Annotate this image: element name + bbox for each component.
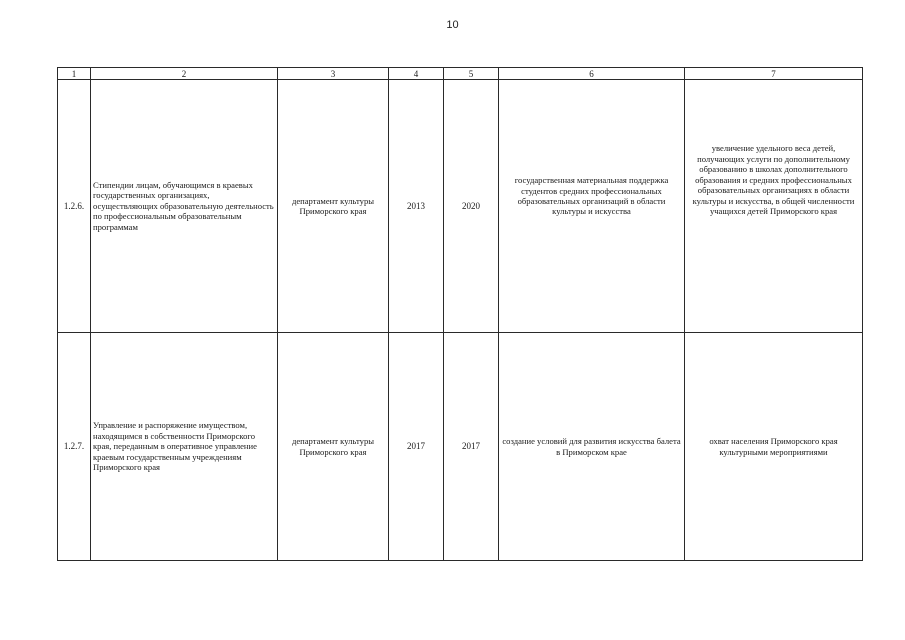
activity-name [91, 80, 278, 333]
column-header-1: 1 [58, 68, 91, 80]
program-activities-table [57, 67, 863, 561]
row-number: 1.2.7. [58, 333, 91, 561]
end-year: 2020 [444, 80, 499, 333]
indicator [685, 333, 863, 561]
column-header-4: 4 [389, 68, 444, 80]
start-year: 2013 [389, 80, 444, 333]
expected-result [499, 80, 685, 333]
activity-name-text: Управление и распоряжение имуществом, находящимся в собственности Приморского края, переданным в оперативное управление краевым государственным учреждениям Приморского края [93, 420, 257, 473]
indicator-text: охват населения Приморского края культурными мероприятиями [709, 436, 838, 457]
page-number: 10 [446, 19, 459, 31]
row-number: 1.2.6. [58, 80, 91, 333]
column-header-7: 7 [685, 68, 863, 80]
executor [278, 333, 389, 561]
expected-result-text: государственная материальная поддержка студентов средних профессиональных образовательных организаций в области культуры и искусства [514, 175, 669, 217]
indicator-text: увеличение удельного веса детей, получающих услуги по дополнительному образованию в школах дополнительного образования и средних профессиональных образовательных организациях в области культуры и искусства, в общей численности учащихся детей Приморского края [692, 143, 855, 217]
activity-name [91, 333, 278, 561]
table-row [58, 333, 863, 561]
start-year: 2017 [389, 333, 444, 561]
end-year: 2017 [444, 333, 499, 561]
indicator [685, 80, 863, 333]
executor-text: департамент культуры Приморского края [291, 436, 375, 457]
table-row [58, 80, 863, 333]
column-header-6: 6 [499, 68, 685, 80]
executor [278, 80, 389, 333]
column-header-3: 3 [278, 68, 389, 80]
expected-result-text: создание условий для развития искусства балета в Приморском крае [502, 436, 681, 457]
table-header-row [58, 68, 863, 80]
column-header-2: 2 [91, 68, 278, 80]
expected-result [499, 333, 685, 561]
column-header-5: 5 [444, 68, 499, 80]
executor-text: департамент культуры Приморского края [291, 195, 375, 216]
activity-name-text: Стипендии лицам, обучающимся в краевых государственных организациях, осуществляющих образовательную деятельность по профессиональным образовательным программам [93, 179, 274, 232]
